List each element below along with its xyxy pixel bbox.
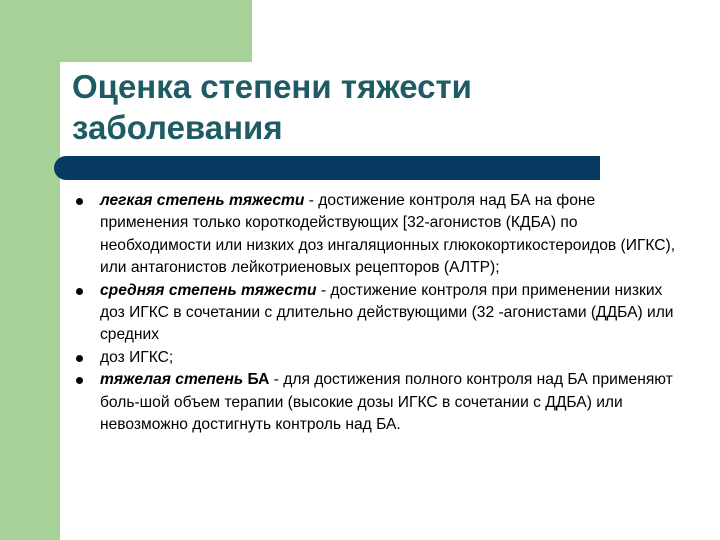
bullet-item-doses [72, 347, 682, 369]
bullet-lead: тяжелая степень [100, 371, 244, 389]
bullet-item-moderate [72, 280, 682, 347]
bullet-item-mild [72, 190, 682, 280]
bullet-lead: средняя степень тяжести [100, 281, 317, 299]
top-accent-block [0, 0, 252, 62]
bullet-text: - достижение контроля при применении низких доз ИГКС в сочетании с длительно действующими (32 -агонистами (ДДБА) или средних [100, 281, 674, 344]
bullet-dot-icon [76, 355, 83, 362]
bullet-item-severe [72, 369, 682, 436]
left-accent-bar [0, 0, 60, 540]
bullet-dot-icon [76, 198, 83, 205]
bullet-text: - для достижения полного контроля над БА применяют боль-шой объем терапии (высокие дозы ИГКС в сочетании с ДДБА) или невозможно достигнуть контроль над БА. [100, 371, 673, 434]
slide-title-line-2: заболевания [72, 109, 283, 146]
bullet-lead-ba: БА [243, 371, 270, 389]
bullet-text: доз ИГКС; [100, 348, 174, 366]
slide-title [72, 66, 632, 148]
bullet-dot-icon [76, 288, 83, 295]
bullet-text: - достижение контроля над БА на фоне применения только короткодействующих [32-агонистов (КДБА) по необходимости или низких доз ингаляционных глюкокортикостероидов (ИГКС), или антагонистов лейкотриеновых рецепторов (АЛТР); [100, 192, 676, 277]
title-divider-bar [54, 156, 600, 180]
bullet-list [72, 190, 682, 436]
bullet-dot-icon [76, 377, 83, 384]
bullet-lead: легкая степень тяжести [100, 192, 305, 209]
slide-title-line-1: Оценка степени тяжести [72, 68, 472, 105]
